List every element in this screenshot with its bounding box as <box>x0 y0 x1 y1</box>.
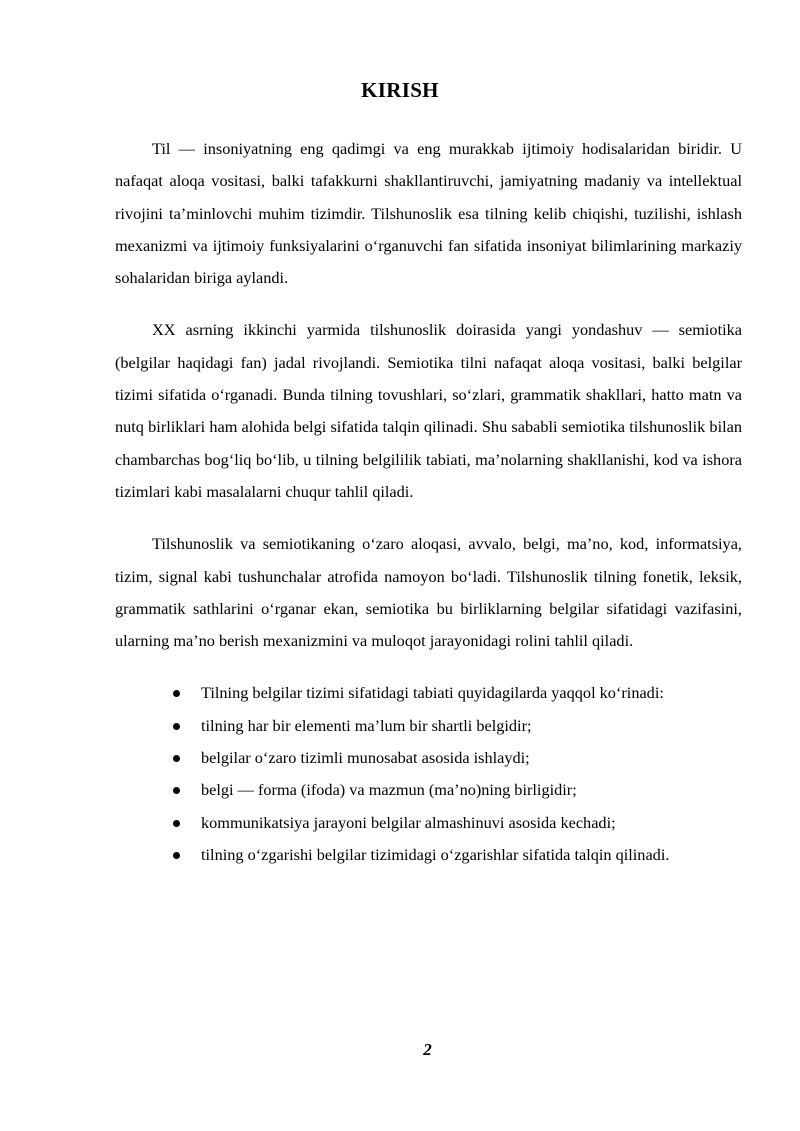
page-title: KIRISH <box>361 78 439 102</box>
list-item <box>173 839 742 871</box>
list-item-text: Tilning belgilar tizimi sifatidagi tabiati quyidagilarda yaqqol ko‘rinadi: <box>201 683 664 703</box>
list-item-text: tilning har bir elementi ma’lum bir shartli belgidir; <box>201 715 532 735</box>
paragraph-2: XX asrning ikkinchi yarmida tilshunoslik doirasida yangi yondashuv — semiotika (belgilar haqidagi fan) jadal rivojlandi. Semiotika tilni nafaqat aloqa vositasi, balki belgilar tizimi sifatida o‘rganadi. Bunda tilning tovushlari, so‘zlari, grammatik shakllari, hatto matn va nutq birliklari ham alohida belgi sifatida talqin qilinadi. Shu sababli semiotika tilshunoslik bilan chambarchas bog‘liq bo‘lib, u tilning belgililik tabiati, ma’nolarning shakllanishi, kod va ishora tizimlari kabi masalalarni chuqur tahlil qiladi. <box>115 320 742 501</box>
list-item <box>173 774 742 806</box>
paragraph-1: Til — insoniyatning eng qadimgi va eng murakkab ijtimoiy hodisalaridan biridir. U nafaqat aloqa vositasi, balki tafakkurni shakllantiruvchi, jamiyatning madaniy va intellektual rivojini ta’minlovchi muhim tizimdir. Tilshunoslik esa tilning kelib chiqishi, tuzilishi, ishlash mexanizmi va ijtimoiy funksiyalarini o‘rganuvchi fan sifatida insoniyat bilimlarining markaziy sohalaridan biriga aylandi. <box>115 139 742 288</box>
list-item-text: belgi — forma (ifoda) va mazmun (ma’no)ning birligidir; <box>201 780 577 800</box>
list-item <box>173 807 742 839</box>
body-text <box>115 133 742 871</box>
list-item-text: belgilar o‘zaro tizimli munosabat asosida ishlaydi; <box>201 748 530 768</box>
bullet-icon <box>173 723 180 730</box>
list-item <box>173 710 742 742</box>
page-number: 2 <box>423 1040 432 1059</box>
bullet-icon <box>173 690 180 697</box>
bullet-list <box>115 677 742 871</box>
bullet-icon <box>173 787 180 794</box>
list-item-text: tilning o‘zgarishi belgilar tizimidagi o‘zgarishlar sifatida talqin qilinadi. <box>201 844 670 864</box>
bullet-icon <box>173 755 180 762</box>
list-item <box>173 742 742 774</box>
list-item <box>173 677 742 709</box>
list-item-text: kommunikatsiya jarayoni belgilar almashinuvi asosida kechadi; <box>201 812 616 832</box>
paragraph-3: Tilshunoslik va semiotikaning o‘zaro aloqasi, avvalo, belgi, ma’no, kod, informatsiya, tizim, signal kabi tushunchalar atrofida namoyon bo‘ladi. Tilshunoslik tilning fonetik, leksik, grammatik sathlarini o‘rganar ekan, semiotika bu birliklarning belgilar sifatidagi vazifasini, ularning ma’no berish mexanizmini va muloqot jarayonidagi rolini tahlil qiladi. <box>115 534 742 651</box>
bullet-icon <box>173 820 180 827</box>
bullet-icon <box>173 852 180 859</box>
